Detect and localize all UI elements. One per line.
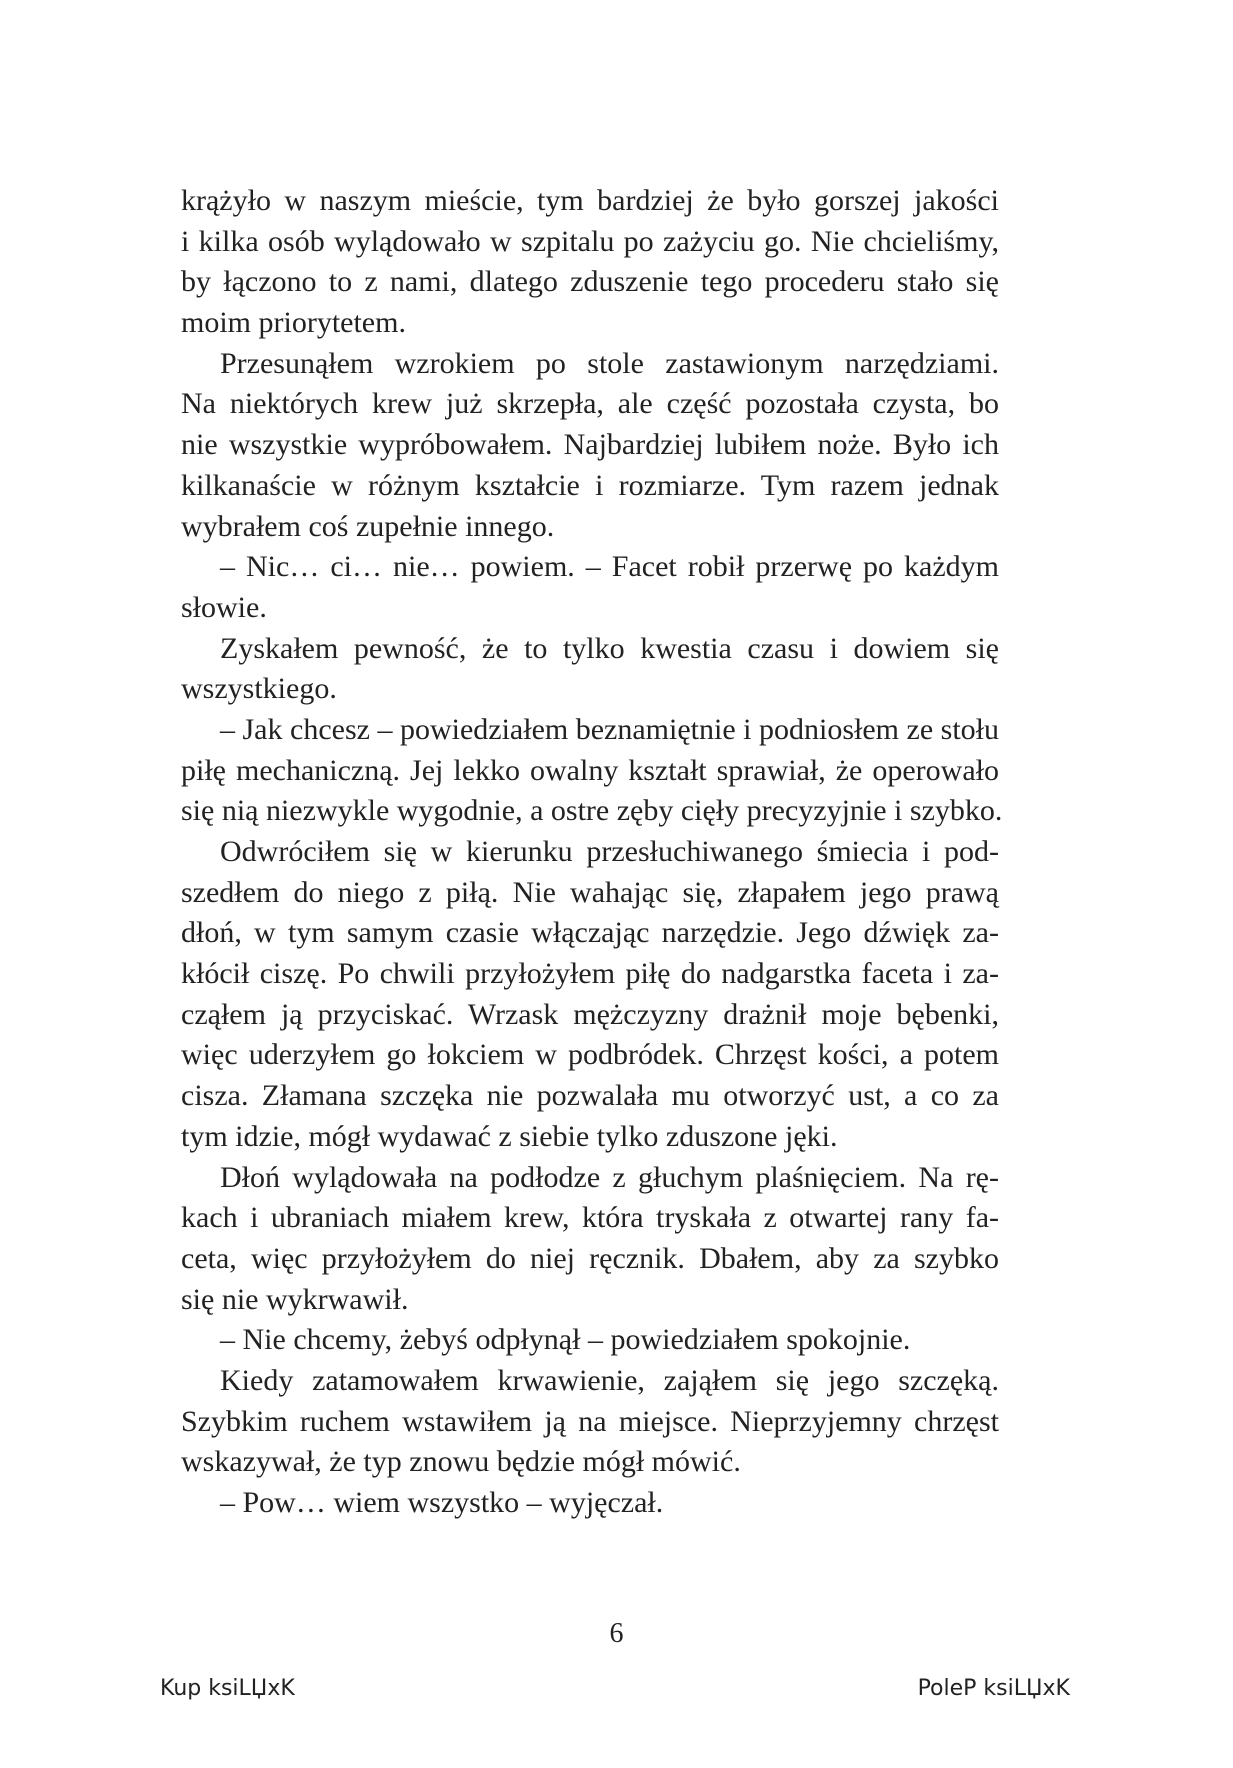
text-line: Zyskałem pewność, że to tylko kwestia czasu i dowiem się <box>220 631 999 665</box>
text-line: – Pow… wiem wszystko – wyjęczał. <box>220 1486 664 1519</box>
text-line: się nią niezwykle wygodnie, a ostre zęby cięły precyzyjnie i szybko. <box>181 794 1003 828</box>
text-line: – Nie chcemy, żebyś odpłynął – powiedziałem spokojnie. <box>220 1323 911 1357</box>
text-line: cząłem ją przyciskać. Wrzask mężczyzny drażnił moje bębenki, <box>181 997 999 1031</box>
text-line: dłoń, w tym samym czasie włączając narzędzie. Jego dźwięk za- <box>181 916 999 950</box>
text-line: wybrałem coś zupełnie innego. <box>181 509 555 543</box>
text-line: kilkanaście w różnym kształcie i rozmiarze. Tym razem jednak <box>181 468 999 502</box>
text-line: Przesunąłem wzrokiem po stole zastawionym narzędziami. <box>220 346 999 380</box>
recommend-book-link[interactable]: PoleP ksiLЏxK <box>917 1676 1070 1701</box>
page-body-text <box>181 181 1003 1524</box>
text-line: kach i ubraniach miałem krew, która tryskała z otwartej rany fa- <box>181 1201 999 1235</box>
text-line: Szybkim ruchem wstawiłem ją na miejsce. Nieprzyjemny chrzęst <box>181 1404 999 1438</box>
text-line: piłę mechaniczną. Jej lekko owalny kształt sprawiał, że operowało <box>181 753 999 787</box>
text-line: wszystkiego. <box>181 672 337 706</box>
text-line: szedłem do niego z piłą. Nie wahając się, złapałem jego prawą <box>181 875 999 909</box>
page-number: 6 <box>609 1618 624 1649</box>
text-line: moim priorytetem. <box>181 306 406 340</box>
text-line: Na niektórych krew już skrzepła, ale część pozostała czysta, bo <box>181 387 999 421</box>
text-line: cisza. Złamana szczęka nie pozwalała mu otworzyć ust, a co za <box>181 1079 999 1113</box>
text-line: krążyło w naszym mieście, tym bardziej że było gorszej jakości <box>181 184 999 217</box>
text-line: i kilka osób wylądowało w szpitalu po zażyciu go. Nie chcieliśmy, <box>181 224 999 258</box>
text-line: – Nic… ci… nie… powiem. – Facet robił przerwę po każdym <box>220 550 999 584</box>
text-line: tym idzie, mógł wydawać z siebie tylko zduszone jęki. <box>181 1119 838 1153</box>
text-line: by łączono to z nami, dlatego zduszenie tego procederu stało się <box>181 265 999 299</box>
text-line: Dłoń wylądowała na podłodze z głuchym plaśnięciem. Na rę- <box>220 1160 999 1194</box>
text-line: nie wszystkie wypróbowałem. Najbardziej lubiłem noże. Było ich <box>181 428 999 462</box>
text-line: więc uderzyłem go łokciem w podbródek. Chrzęst kości, a potem <box>181 1038 999 1072</box>
text-line: kłócił ciszę. Po chwili przyłożyłem piłę do nadgarstka faceta i za- <box>181 957 999 991</box>
text-line: ceta, więc przyłożyłem do niej ręcznik. Dbałem, aby za szybko <box>181 1241 999 1275</box>
text-line: Kiedy zatamowałem krwawienie, zająłem się jego szczęką. <box>220 1363 999 1397</box>
text-line: wskazywał, że typ znowu będzie mógł mówić. <box>181 1445 741 1479</box>
text-line: – Jak chcesz – powiedziałem beznamiętnie i podniosłem ze stołu <box>220 712 999 746</box>
text-line: się nie wykrwawił. <box>181 1282 409 1316</box>
text-line: Odwróciłem się w kierunku przesłuchiwanego śmiecia i pod- <box>220 835 999 868</box>
text-line: słowie. <box>181 590 267 624</box>
buy-book-link[interactable]: Kup ksiLЏxK <box>160 1676 295 1701</box>
